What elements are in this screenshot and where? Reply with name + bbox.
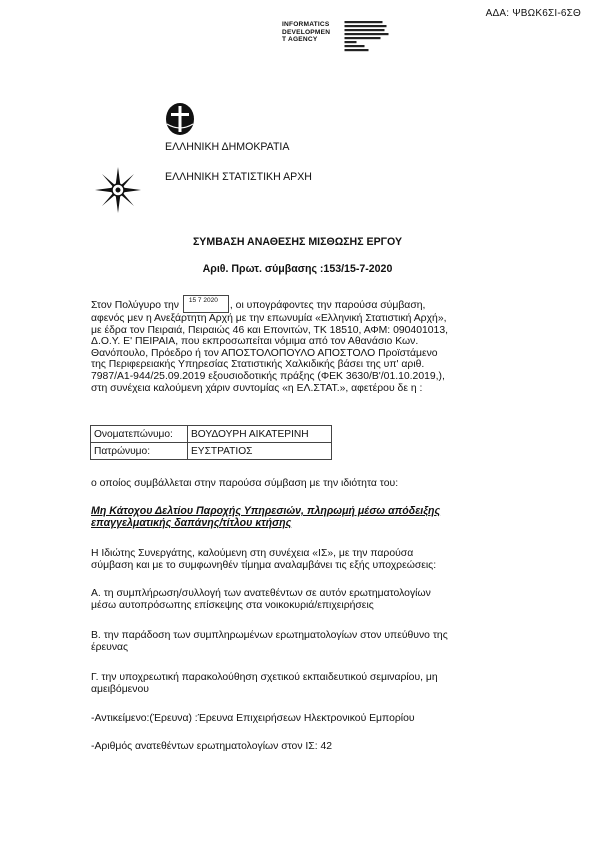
intro-line: με έδρα τον Πειραιά, Πειραιώς 46 και Επονιτών, ΤΚ 18510, ΑΦΜ: 090401013, <box>91 324 448 336</box>
obligation-line: μέσω αυτοπρόσωπης επίσκεψης στα νοικοκυριά/επιχειρήσεις <box>91 599 374 611</box>
intro-line: αφενός μεν η Ανεξάρτητη Αρχή με την επωνυμία «Ελληνική Στατιστική Αρχή», <box>91 313 447 324</box>
obligation-line: έρευνας <box>91 641 129 653</box>
date-field-value: 15 7 2020 <box>188 297 218 304</box>
obligations-intro-line: σύμβαση και με το συμφωνηθέν τίμημα αναλαμβάνει τις εξής υποχρεώσεις: <box>91 559 437 571</box>
obligation-line: Α. τη συμπλήρωση/συλλογή των ανατεθέντων σε αυτόν ερωτηματολογίων <box>91 588 431 599</box>
table-row <box>91 426 332 443</box>
greek-emblem-icon <box>165 102 195 136</box>
document-title: ΣΥΜΒΑΣΗ ΑΝΑΘΕΣΗΣ ΜΙΣΘΩΣΗΣ ΕΡΓΟΥ <box>192 236 403 248</box>
name-label: Ονοματεπώνυμο: <box>91 426 188 443</box>
intro-line: της Περιφερειακής Υπηρεσίας Στατιστικής Χαλκιδικής βάσει της υπ' αριθ. <box>91 359 425 371</box>
ida-logo-line: DEVELOPMEN <box>282 28 331 36</box>
ada-code: ΑΔΑ: ΨΒΩΚ6ΣΙ-6ΣΘ <box>485 8 581 19</box>
contractor-capacity-line: Μη Κάτοχου Δελτίου Παροχής Υπηρεσιών, πληρωμή μέσω απόδειξης <box>91 505 441 517</box>
intro-line: Δ.Ο.Υ. Ε' ΠΕΙΡΑΙΑ, που εκπροσωπείται νόμιμα από τον Αθανάσιο Κων. <box>91 336 419 348</box>
intro-line: στη συνέχεια καλούμενη χάριν συντομίας «η ΕΛ.ΣΤΑΤ.», αφετέρου δε η : <box>91 382 423 394</box>
intro-line: 7987/Α1-944/25.09.2019 εξουσιοδοτικής πράξης (ΦΕΚ 3630/Β'/01.10.2019,), <box>91 370 445 382</box>
ida-logo-line: INFORMATICS <box>282 21 330 28</box>
obligation-a <box>91 588 511 612</box>
contractor-capacity <box>91 505 511 529</box>
ida-logo-small-print <box>340 21 395 57</box>
capacity-text: ο οποίος συμβάλλεται στην παρούσα σύμβαση με την ιδιότητα του: <box>91 478 399 489</box>
patronymic-value: ΕΥΣΤΡΑΤΙΟΣ <box>188 443 332 460</box>
date-field <box>183 295 229 313</box>
obligation-b <box>91 630 511 654</box>
intro-prefix: Στον Πολύγυρο την <box>91 300 179 311</box>
obligation-line: Β. την παράδοση των συμπληρωμένων ερωτηματολογίων στον υπεύθυνο της <box>91 630 448 641</box>
contractor-details-table <box>90 425 332 460</box>
obligations-intro <box>91 548 511 572</box>
ida-logo-line: T AGENCY <box>282 36 318 44</box>
obligation-line: Γ. την υποχρεωτική παρακολούθηση σχετικού εκπαιδευτικού σεμιναρίου, μη <box>91 672 438 683</box>
intro-line: Θανόπουλο, Πρόεδρο ή τον ΑΠΟΣΤΟΛΟΠΟΥΛΟ ΑΠΟΣΤΟΛΟ Προϊστάμενο <box>91 347 438 359</box>
obligation-line: αμειβόμενου <box>91 683 149 695</box>
republic-heading: ΕΛΛΗΝΙΚΗ ΔΗΜΟΚΡΑΤΙΑ <box>165 141 290 153</box>
intro-paragraph <box>91 295 511 394</box>
contract-protocol-number: Αριθ. Πρωτ. σύμβασης :153/15-7-2020 <box>202 263 393 275</box>
patronymic-label: Πατρώνυμο: <box>91 443 188 460</box>
intro-suffix: , οι υπογράφοντες την παρούσα σύμβαση, <box>229 300 426 311</box>
questionnaire-count: -Αριθμός ανατεθέντων ερωτηματολογίων στον ΙΣ: 42 <box>91 741 333 752</box>
name-value: ΒΟΥΔΟΥΡΗ ΑΙΚΑΤΕΡΙΝΗ <box>188 426 332 443</box>
contractor-capacity-line: επαγγελματικής δαπάνης/τίτλου κτήσης <box>91 517 292 529</box>
table-row <box>91 443 332 460</box>
obligation-c <box>91 672 511 696</box>
elstat-star-logo-icon <box>95 167 141 213</box>
obligations-intro-line: Η Ιδιώτης Συνεργάτης, καλούμενη στη συνέχεια «ΙΣ», με την παρούσα <box>91 548 414 559</box>
survey-subject: -Αντικείμενο:(Έρευνα) :Έρευνα Επιχειρήσεων Ηλεκτρονικού Εμπορίου <box>91 713 415 724</box>
intro-first-line <box>91 295 511 313</box>
authority-heading: ΕΛΛΗΝΙΚΗ ΣΤΑΤΙΣΤΙΚΗ ΑΡΧΗ <box>165 171 312 183</box>
